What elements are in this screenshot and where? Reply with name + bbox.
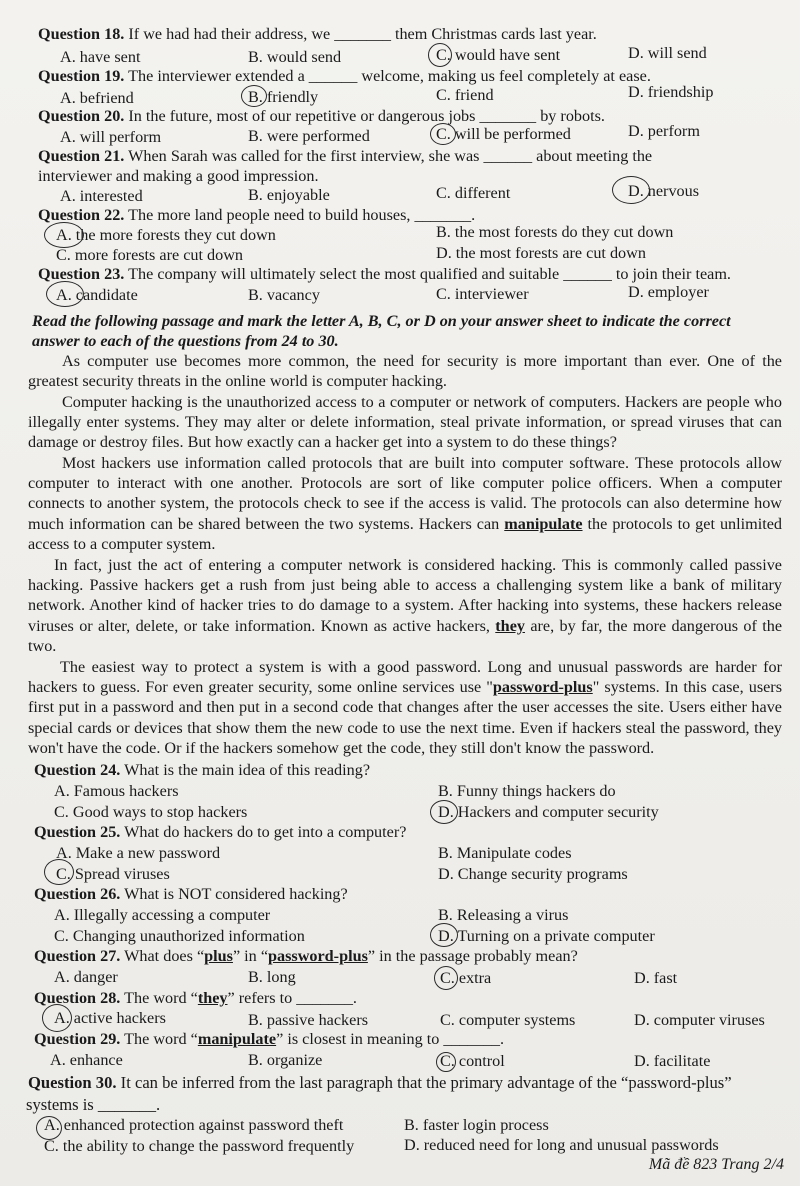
q30-option-d[interactable]: D. reduced need for long and unusual passwords <box>404 1136 719 1154</box>
underlined-word-they: they <box>495 616 525 635</box>
q18-option-d[interactable]: D. will send <box>628 44 707 62</box>
answer-circle-q18 <box>428 43 452 67</box>
answer-circle-q21 <box>612 176 650 204</box>
answer-circle-q28 <box>42 1004 72 1032</box>
q30-option-c[interactable]: C. the ability to change the password frequently <box>44 1137 355 1155</box>
q29-option-d[interactable]: D. facilitate <box>634 1052 711 1070</box>
q19-option-d[interactable]: D. friendship <box>628 83 714 101</box>
q22-option-a[interactable]: A. the more forests they cut down <box>56 226 276 244</box>
q25-option-a[interactable]: A. Make a new password <box>56 844 221 862</box>
q28-option-b[interactable]: B. passive hackers <box>248 1011 369 1029</box>
answer-circle-q24 <box>430 800 458 824</box>
answer-circle-q20 <box>430 123 456 145</box>
question-22: Question 22. The more land people need to build houses, _______. <box>38 206 476 224</box>
question-28: Question 28. The word “they” refers to _______. <box>34 989 357 1007</box>
passage-paragraph-5: The easiest way to protect a system is with a good password. Long and unusual passwords are harder for hackers to guess. For even greater security, some online services use "password-plus" systems. In this case, users first put in a password and then put in a second code that changes after the user accesses the site. Users either have special cards or devices that show them the new code to use the next time. Even if hackers steal the password, they won't have the code. Or if the hackers somehow get the code, they still don't know the password. <box>28 658 782 757</box>
question-19: Question 19. The interviewer extended a ______ welcome, making us feel completely at ease. <box>38 67 651 85</box>
question-29: Question 29. The word “manipulate” is closest in meaning to _______. <box>34 1030 505 1048</box>
reading-instruction: Read the following passage and mark the letter A, B, C, or D on your answer sheet to indicate the correct answer to each of the questions from 24 to 30. <box>32 312 731 350</box>
question-21-continued: interviewer and making a good impression. <box>38 167 319 185</box>
answer-circle-q26 <box>430 923 458 947</box>
question-30-continued: systems is _______. <box>26 1095 161 1114</box>
question-24: Question 24. What is the main idea of this reading? <box>34 761 371 779</box>
q18-option-c[interactable]: C. would have sent <box>436 46 561 64</box>
q20-option-d[interactable]: D. perform <box>628 122 700 140</box>
q19-option-b[interactable]: B. friendly <box>248 88 319 106</box>
question-30: Question 30. It can be inferred from the last paragraph that the primary advantage of the “password-plus” <box>28 1073 732 1092</box>
answer-circle-q19 <box>241 85 267 107</box>
q30-option-a[interactable]: A. enhanced protection against password theft <box>44 1116 344 1134</box>
underlined-word-manipulate: manipulate <box>504 514 583 533</box>
q24-option-d[interactable]: D. Hackers and computer security <box>438 803 659 821</box>
q27-option-b[interactable]: B. long <box>248 968 296 986</box>
q27-option-d[interactable]: D. fast <box>634 969 678 987</box>
answer-circle-q25 <box>44 859 74 885</box>
q22-option-c[interactable]: C. more forests are cut down <box>56 246 244 264</box>
q26-option-b[interactable]: B. Releasing a virus <box>438 906 569 924</box>
q28-option-a[interactable]: A. active hackers <box>54 1009 166 1027</box>
passage-paragraph-2: Computer hacking is the unauthorized access to a computer or network of computers. Hackers are people who illegally enter systems. They may alter or delete information, steal private information, or spread viruses that can damage or destroy files. But how exactly can a hacker get into a system to do these things? <box>28 393 782 452</box>
q22-option-d[interactable]: D. the most forests are cut down <box>436 244 646 262</box>
q26-option-d[interactable]: D. Turning on a private computer <box>438 927 655 945</box>
q28-option-c[interactable]: C. computer systems <box>440 1011 576 1029</box>
q29-option-b[interactable]: B. organize <box>248 1051 323 1069</box>
question-20: Question 20. In the future, most of our repetitive or dangerous jobs _______ by robots. <box>38 107 605 125</box>
passage-paragraph-1: As computer use becomes more common, the need for security is more important than ever. One of the greatest security threats in the online world is computer hacking. <box>28 352 782 391</box>
q20-option-b[interactable]: B. were performed <box>248 127 370 145</box>
question-18: Question 18. If we had had their address, we _______ them Christmas cards last year. <box>38 25 597 43</box>
q27-option-a[interactable]: A. danger <box>54 968 118 986</box>
q18-option-b[interactable]: B. would send <box>248 48 342 66</box>
q23-option-b[interactable]: B. vacancy <box>248 286 320 304</box>
q29-option-a[interactable]: A. enhance <box>50 1051 123 1069</box>
q30-option-b[interactable]: B. faster login process <box>404 1116 549 1134</box>
q22-option-b[interactable]: B. the most forests do they cut down <box>436 223 674 241</box>
answer-circle-q30 <box>36 1116 62 1140</box>
q21-option-b[interactable]: B. enjoyable <box>248 186 330 204</box>
answer-circle-q27 <box>434 966 458 990</box>
q20-option-a[interactable]: A. will perform <box>60 128 162 146</box>
q26-option-c[interactable]: C. Changing unauthorized information <box>54 927 305 945</box>
q29-option-c[interactable]: C. control <box>440 1052 505 1070</box>
q24-option-a[interactable]: A. Famous hackers <box>54 782 179 800</box>
question-23: Question 23. The company will ultimately select the most qualified and suitable ______ to join their team. <box>38 265 731 283</box>
q18-option-a[interactable]: A. have sent <box>60 48 141 66</box>
q21-option-c[interactable]: C. different <box>436 184 511 202</box>
answer-circle-q29 <box>436 1052 456 1072</box>
answer-circle-q23 <box>46 281 84 307</box>
q21-option-d[interactable]: D. nervous <box>628 182 700 200</box>
question-26: Question 26. What is NOT considered hacking? <box>34 885 348 903</box>
q21-option-a[interactable]: A. interested <box>60 187 143 205</box>
q24-option-b[interactable]: B. Funny things hackers do <box>438 782 616 800</box>
answer-circle-q22 <box>44 222 84 248</box>
q19-option-c[interactable]: C. friend <box>436 86 494 104</box>
passage-paragraph-3: Most hackers use information called protocols that are built into computer software. These protocols allow computer to interact with one another. Protocols are sort of like computer police officers. When a computer connects to another system, the protocols check to see if the access is valid. The protocols can also determine how much information can be shared between the two systems. Hackers can manipulate the protocols to get unlimited access to a computer system. <box>28 454 783 553</box>
q28-option-d[interactable]: D. computer viruses <box>634 1011 765 1029</box>
underlined-word-password-plus: password-plus <box>492 678 593 697</box>
question-27: Question 27. What does “plus” in “password-plus” in the passage probably mean? <box>34 947 578 965</box>
q27-option-c[interactable]: C. extra <box>440 969 492 987</box>
q24-option-c[interactable]: C. Good ways to stop hackers <box>54 803 248 821</box>
question-25: Question 25. What do hackers do to get into a computer? <box>34 823 407 841</box>
passage-paragraph-4: In fact, just the act of entering a computer network is considered hacking. This is commonly called passive hacking. Passive hackers get a rush from just being able to access a challenging system like a bank of military network. Another kind of hacker tries to do damage to a system. After hacking into systems, these hackers release viruses or alter, delete, or take information. Known as active hackers, they are, by far, the more dangerous of the two. <box>28 556 783 655</box>
page-footer: Mã đề 823 Trang 2/4 <box>648 1156 784 1173</box>
q19-option-a[interactable]: A. befriend <box>60 89 134 107</box>
q25-option-d[interactable]: D. Change security programs <box>438 865 628 883</box>
q23-option-d[interactable]: D. employer <box>628 283 709 301</box>
q26-option-a[interactable]: A. Illegally accessing a computer <box>54 906 271 924</box>
q25-option-b[interactable]: B. Manipulate codes <box>438 844 572 862</box>
q23-option-a[interactable]: A. candidate <box>56 286 138 304</box>
question-21: Question 21. When Sarah was called for the first interview, she was ______ about meeting the <box>38 147 653 165</box>
q20-option-c[interactable]: C. will be performed <box>436 125 571 143</box>
q25-option-c[interactable]: C. Spread viruses <box>56 865 170 883</box>
q23-option-c[interactable]: C. interviewer <box>436 285 529 303</box>
